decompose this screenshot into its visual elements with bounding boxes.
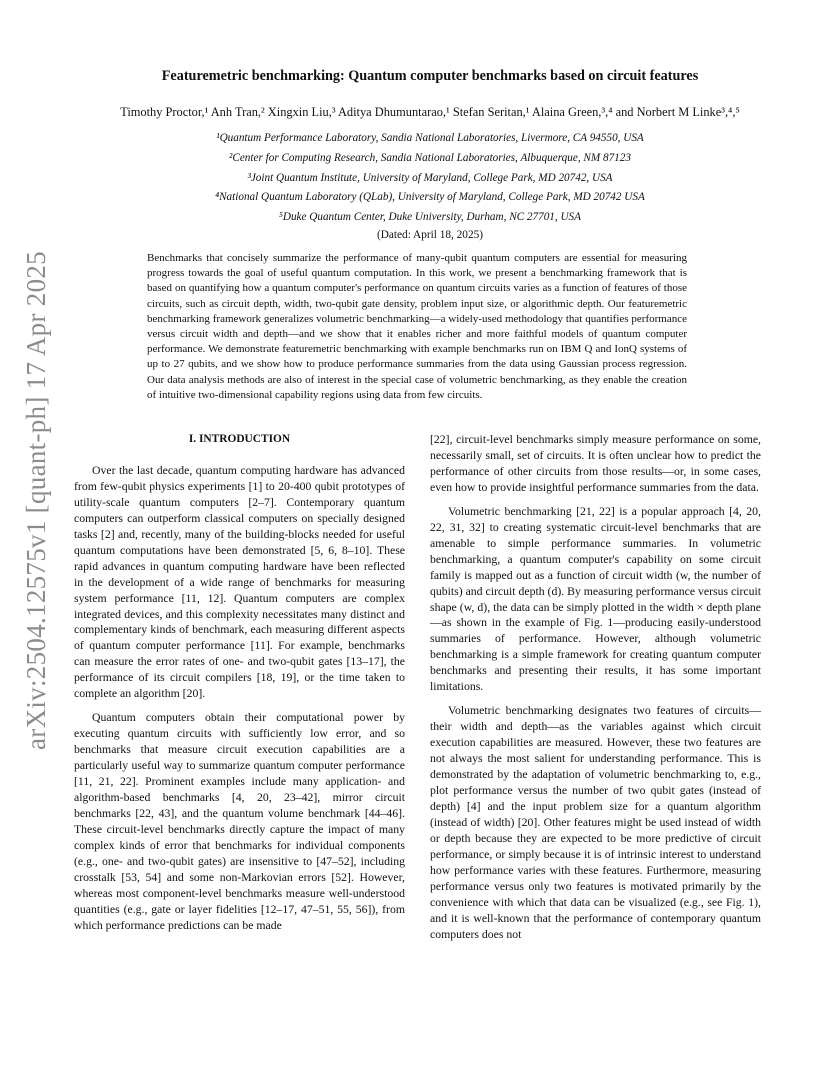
affiliation-list — [70, 129, 790, 228]
affiliation-5: ⁵Duke Quantum Center, Duke University, Durham, NC 27701, USA — [279, 211, 581, 224]
left-column — [74, 432, 405, 942]
arxiv-identifier-text: arXiv:2504.12575v1 [quant-ph] 17 Apr 2025 — [20, 250, 51, 750]
affiliation-2: ²Center for Computing Research, Sandia National Laboratories, Albuquerque, NM 87123 — [229, 151, 631, 164]
paragraph: [22], circuit-level benchmarks simply measure performance on some, necessarily small, set of circuits. It is often unclear how to predict the performance of other circuits from those results—or, in some cases, even how to provide insightful performance summaries from the data. — [430, 433, 761, 494]
paragraph: Volumetric benchmarking designates two features of circuits—their width and depth—as the variables against which circuit execution capabilities are measured. However, these two features are not always the most salient for understanding performance. This is demonstrated by the adaptation of volumetric benchmarking to, e.g., plot performance versus the number of two qubit gates (instead of depth) [4] and the input problem size for a quantum algorithm (instead of width) [20]. Other features might be used instead of width or depth because they are expected to be more predictive of circuit performance, or simply because it is of intrinsic interest to understand how performance varies with these features. Furthermore, measuring performance versus only two features is motivated primarily by the convenience with which that data can be visualized (e.g., see Fig. 1), and it is well-known that the performance of contemporary quantum computers does not — [430, 704, 761, 941]
section-heading-introduction: I. INTRODUCTION — [188, 433, 291, 445]
author-list: Timothy Proctor,¹ Anh Tran,² Xingxin Liu,³ Aditya Dhumuntarao,¹ Stefan Seritan,¹ Alaina Green,³,⁴ and Norbert M Linke³,⁴,⁵ — [120, 105, 740, 119]
abstract: Benchmarks that concisely summarize the performance of many-qubit quantum computers are essential for measuring progress towards the goal of useful quantum computation. In this work, we present a benchmarking framework that is based on quantifying how a quantum computer's performance on quantum circuits varies as a function of features of those circuits, such as circuit depth, width, two-qubit gate density, problem input size, or algorithmic depth. Our featuremetric benchmarking framework generalizes volumetric benchmarking—a widely-used methodology that quantifies performance versus circuit width and depth—and we show that it enables richer and more faithful models of quantum computer performance. We demonstrate featuremetric benchmarking with example benchmarks run on IBM Q and IonQ systems of up to 27 qubits, and we show how to produce performance summaries from the data using Gaussian process regression. Our data analysis methods are also of interest in the special case of volumetric benchmarking, as they enable the creation of intuitive two-dimensional capability regions using data from few circuits. — [147, 252, 687, 401]
arxiv-identifier-stamp — [8, 240, 64, 760]
paragraph: Volumetric benchmarking [21, 22] is a popular approach [4, 20, 22, 31, 32] to creating systematic circuit-level benchmarks that are amenable to simple performance summaries. In volumetric benchmarking, a quantum computer's capability on some circuit family is mapped out as a function of circuit width (w, the number of qubits) and circuit depth (d). By measuring performance versus circuit shape (w, d), the data can be simply plotted in the width × depth plane—as shown in the example of Fig. 1—producing easily-understood summaries of performance. However, although volumetric benchmarking is a simple framework for creating quantum computer benchmarks and presenting their results, it has some important limitations. — [430, 504, 761, 694]
paper-title: Featuremetric benchmarking: Quantum computer benchmarks based on circuit features — [161, 68, 699, 84]
paragraph: Quantum computers obtain their computational power by executing quantum circuits with sufficiently low error, and so benchmarks that measure circuit execution capabilities are a particularly useful way to summarize quantum computer performance [11, 21, 22]. Prominent examples include many application- and algorithm-based benchmarks [4, 20, 23–42], mirror circuit benchmarks [22, 43], and the quantum volume benchmark [44–46]. These circuit-level benchmarks directly capture the impact of many complex kinds of error that benchmarks for individual components (e.g., one- and two-qubit gates) are insensitive to [47–52], including crosstalk [53, 54] and some non-Markovian errors [52]. However, whereas most component-level benchmarks measure well-understood quantities (e.g., gate or layer fidelities [12–17, 47–51, 55, 56]), from which performance predictions can be made — [74, 711, 405, 932]
paragraph: Over the last decade, quantum computing hardware has advanced from few-qubit physics experiments [1] to 20-400 qubit prototypes of utility-scale quantum computers [2–7]. Contemporary quantum computers can outperform classical computers on specially designed tasks [2] and, recently, many of the building-blocks needed for useful quantum computations have been demonstrated [5, 6, 8–10]. These rapid advances in quantum computing hardware have been reflected in the development of a wide range of benchmarks for measuring system performance [11, 12]. Quantum computers are complex integrated devices, and this complexity necessitates many distinct and complementary kinds of benchmark, each measuring different aspects of quantum computer performance [11]. For example, benchmarks can measure the error rates of one- and two-qubit gates [13–17], the performance of its circuit compilers [18, 19], or the time taken to complete an algorithm [20]. — [74, 463, 405, 701]
affiliation-1: ¹Quantum Performance Laboratory, Sandia National Laboratories, Livermore, CA 94550, USA — [216, 132, 644, 144]
right-column — [430, 432, 761, 951]
affiliation-4: ⁴National Quantum Laboratory (QLab), University of Maryland, College Park, MD 20742 USA — [215, 191, 645, 204]
dated-line: (Dated: April 18, 2025) — [376, 229, 484, 241]
affiliation-3: ³Joint Quantum Institute, University of Maryland, College Park, MD 20742, USA — [247, 171, 613, 184]
